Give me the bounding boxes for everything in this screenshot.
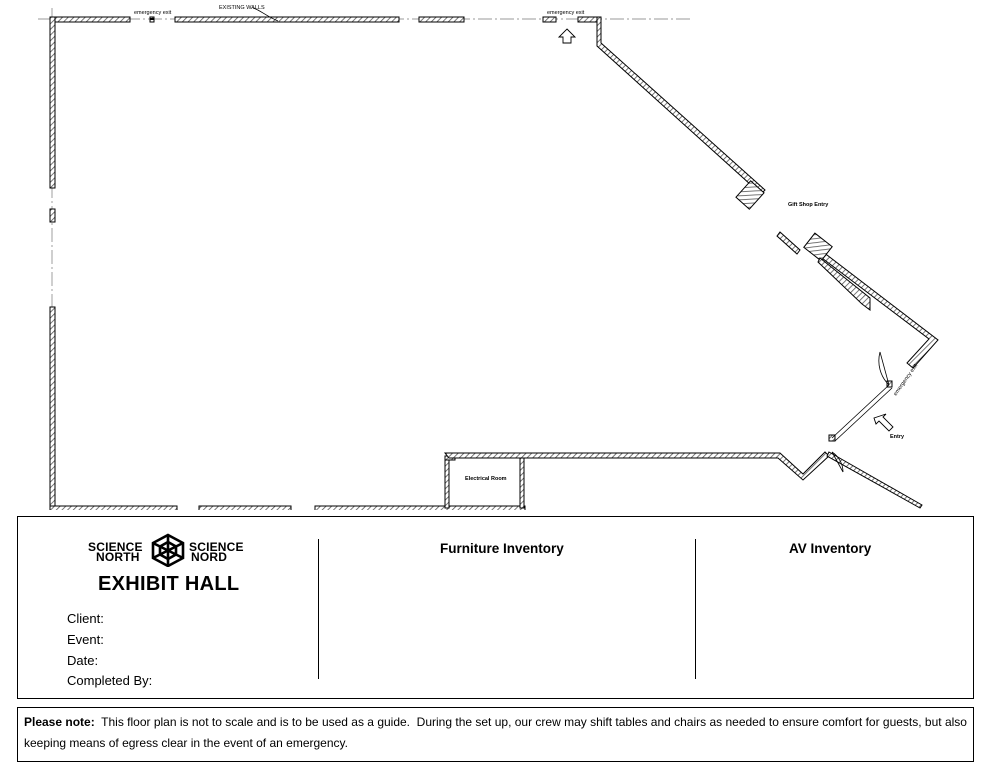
furniture-inventory-heading: Furniture Inventory bbox=[440, 541, 564, 556]
logo-text: SCIENCE bbox=[88, 540, 143, 554]
title-block bbox=[17, 516, 974, 699]
science-north-logo bbox=[88, 533, 258, 567]
emergency-exit-label: emergency exit bbox=[134, 10, 172, 16]
logo-text: NORTH bbox=[96, 550, 140, 564]
note-text: This floor plan is not to scale and is to be used as a guide. During the set up, our crew may shift tables and chairs as needed to ensure comfort for guests, but also keeping means of egress clear in the event of an emergency. bbox=[24, 715, 974, 750]
event-field-label: Event: bbox=[67, 632, 104, 647]
column-divider bbox=[318, 539, 319, 679]
walls bbox=[50, 17, 938, 510]
entry-arrows bbox=[253, 8, 893, 431]
hall-name: EXHIBIT HALL bbox=[98, 573, 240, 595]
client-field-label: Client: bbox=[67, 611, 104, 626]
completed-by-field-label: Completed By: bbox=[67, 673, 153, 688]
electrical-room-label: Electrical Room bbox=[465, 476, 507, 482]
reference-lines bbox=[38, 8, 690, 508]
existing-walls-label: EXISTING WALLS bbox=[219, 5, 265, 11]
note-heading: Please note: bbox=[24, 715, 95, 729]
gift-shop-entry-label: Gift Shop Entry bbox=[788, 202, 829, 208]
note-box bbox=[17, 707, 974, 762]
door-swings bbox=[150, 19, 892, 472]
date-field-label: Date: bbox=[67, 653, 99, 668]
entry-arrow-icon bbox=[874, 414, 893, 431]
av-inventory-heading: AV Inventory bbox=[789, 541, 872, 556]
entry-label: Entry bbox=[890, 434, 905, 440]
emergency-exit-label: emergency exit bbox=[547, 10, 585, 16]
emergency-exit-label: emergency exit bbox=[892, 363, 920, 398]
snowflake-logo-icon bbox=[149, 533, 187, 567]
logo-text: NORD bbox=[191, 550, 228, 564]
up-arrow-icon bbox=[559, 29, 575, 43]
logo-text: SCIENCE bbox=[189, 540, 244, 554]
column-divider bbox=[695, 539, 696, 679]
